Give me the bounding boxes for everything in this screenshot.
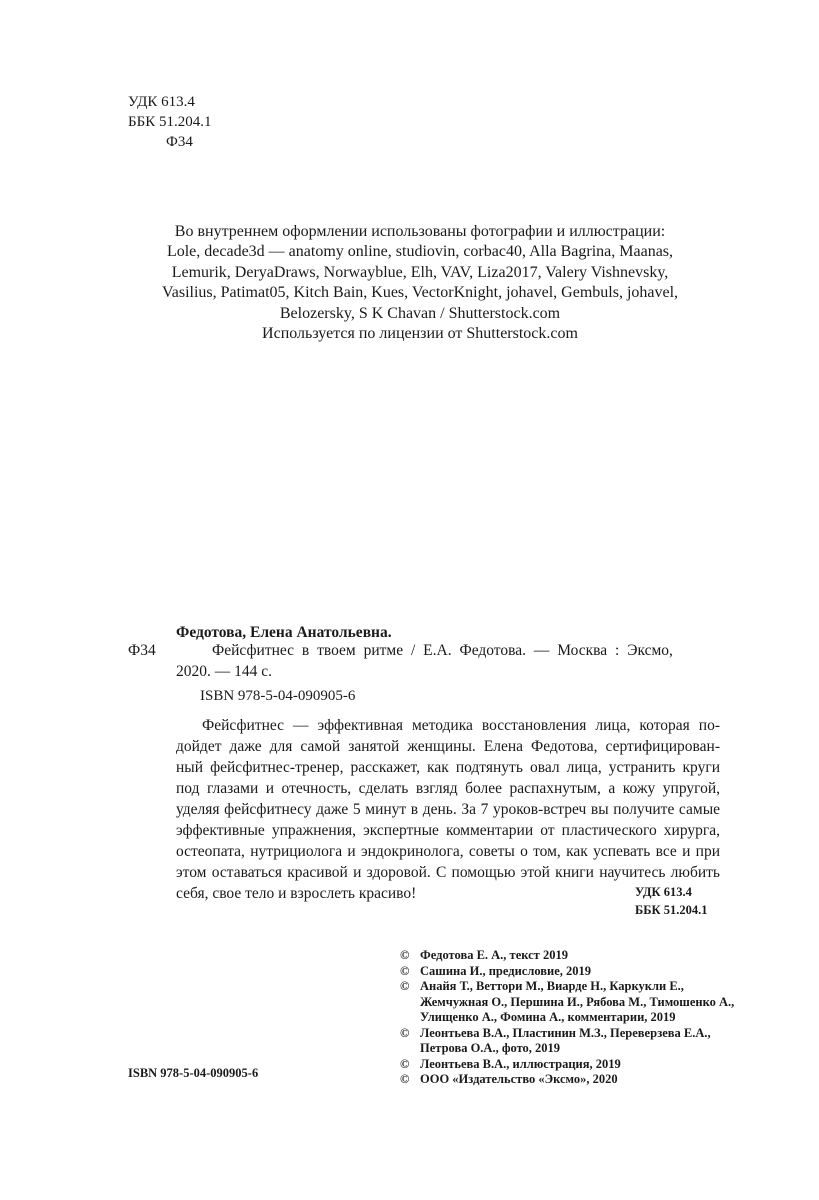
abstract-line: ный фейсфитнес-тренер, расскажет, как подтянуть овал лица, устранить круги: [176, 759, 720, 776]
abstract-line: этом оставаться красивой и здоровой. С помощью этой книги научитесь любить: [176, 864, 720, 881]
abstract-line: под глазами и отечность, сделать взгляд более распахнутым, а кожу упругой,: [176, 780, 720, 797]
abstract-line: Фейсфитнес — эффективная методика восстановления лица, которая по-: [202, 717, 720, 734]
copyright-text: Федотова Е. А., текст 2019: [420, 948, 568, 962]
copyright-sign: ©: [400, 1025, 410, 1040]
udk-bbk-block: [635, 883, 707, 919]
credits-line: Lole, decade3d — anatomy online, studiovin, corbac40, Alla Bagrina, Maanas,: [166, 243, 674, 261]
image-credits: [120, 222, 720, 344]
copyright-text: Сашина И., предисловие, 2019: [420, 963, 592, 978]
credits-line: Belozersky, S K Chavan / Shutterstock.com: [279, 304, 561, 322]
copyright-text-cont: Улищенко А., Фомина А., комментарии, 2019: [420, 1010, 676, 1024]
copyright-entry: [400, 948, 734, 964]
isbn-footer: ISBN 978-5-04-090905-6: [128, 1066, 259, 1080]
udk-code: УДК 613.4: [128, 94, 195, 110]
bbk-code: ББК 51.204.1: [128, 114, 212, 130]
credits-line: Lemurik, DeryaDraws, Norwayblue, Elh, VAV, Liza2017, Valery Vishnevsky,: [171, 263, 669, 281]
copyright-entry: [400, 1072, 734, 1088]
copyright-sign: ©: [400, 979, 410, 993]
abstract-line: остеопата, нутрициолога и эндокринолога, советы о том, как успевать все и при: [176, 843, 720, 860]
credits-line: Vasilius, Patimat05, Kitch Bain, Kues, VectorKnight, johavel, Gembuls, johavel,: [161, 284, 679, 302]
catalog-pub-info: 2020. — 144 с.: [176, 663, 273, 680]
catalog-title: Фейсфитнес в твоем ритме / Е.А. Федотова. — Москва : Эксмо,: [212, 642, 673, 659]
copyright-entry: [400, 964, 734, 980]
abstract-line: себя, свое тело и взрослеть красиво!: [176, 885, 417, 902]
abstract-line: эффективные упражнения, экспертные комментарии от пластического хирурга,: [176, 822, 720, 839]
bbk-code: ББК 51.204.1: [635, 903, 708, 917]
copyright-entry: [400, 979, 734, 995]
copyright-block: [400, 948, 734, 1088]
udk-code: УДК 613.4: [635, 885, 692, 899]
copyright-text: Леонтьева В.А., иллюстрация, 2019: [420, 1056, 621, 1071]
copyright-sign: ©: [400, 963, 410, 978]
credits-line: Во внутреннем оформлении использованы фотографии и иллюстрации:: [174, 223, 666, 240]
copyright-text-cont: Петрова О.А., фото, 2019: [420, 1041, 561, 1055]
abstract-line: дойдет даже для самой занятой женщины. Елена Федотова, сертифицирован-: [176, 738, 720, 755]
credits-line: Используется по лицензии от Shutterstock.com: [262, 325, 578, 343]
abstract-line: уделяя фейсфитнесу даже 5 минут в день. За 7 уроков-встреч вы получите самые: [176, 801, 720, 818]
copyright-entry: [400, 1026, 734, 1042]
catalog-author: Федотова, Елена Анатольевна.: [176, 624, 392, 641]
copyright-text: Анайя Т., Веттори М., Виарде Н., Каркукли Е.,: [420, 979, 684, 993]
author-mark: Ф34: [166, 134, 193, 150]
copyright-text: ООО «Издательство «Эксмо», 2020: [420, 1072, 618, 1086]
catalog-code: Ф34: [128, 642, 156, 659]
copyright-text: Леонтьева В.А., Пластинин М.З., Переверзева Е.А.,: [420, 1025, 711, 1040]
book-abstract: [176, 715, 720, 904]
copyright-entry: [400, 1057, 734, 1073]
catalog-isbn: ISBN 978-5-04-090905-6: [200, 688, 356, 704]
copyright-sign: ©: [400, 1072, 410, 1086]
copyright-sign: ©: [400, 948, 410, 962]
copyright-sign: ©: [400, 1056, 410, 1071]
udk-bbk-header: [128, 92, 211, 152]
copyright-text-cont: Жемчужная О., Першина И., Рябова М., Тимошенко А.,: [420, 994, 735, 1009]
